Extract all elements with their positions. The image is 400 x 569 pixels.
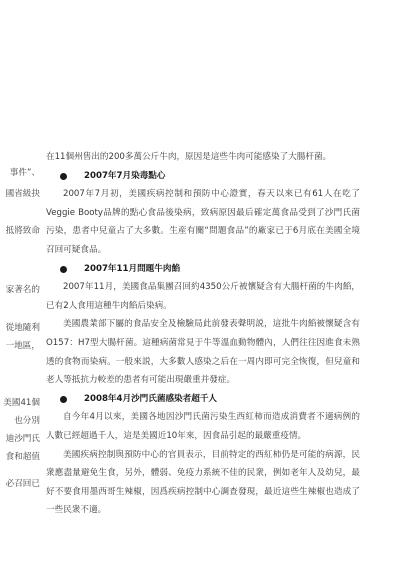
left-fragment-line: 從地隨利 — [5, 323, 40, 333]
section-heading — [46, 260, 360, 279]
left-column-fragment — [0, 224, 40, 238]
article-body — [46, 148, 360, 520]
left-column-fragment — [0, 396, 40, 464]
bullet-icon — [60, 266, 67, 273]
section-heading-text: 2007年11月問題牛肉餡 — [84, 263, 181, 274]
left-fragment-line: 食和超值 — [5, 452, 40, 462]
section-heading — [46, 390, 360, 409]
body-paragraph: 2007年11月，美國食品集團召回約4350公斤被懷疑含有大腸杆菌的牛肉餡，已有2人食用這種牛肉餡后染病。 — [46, 282, 360, 311]
left-column-fragment — [0, 283, 40, 297]
section-heading-text: 2008年4月沙門氏菌感染者超千人 — [84, 393, 218, 404]
body-paragraph: 美國農業部下屬的食品安全及檢驗局此前發表聲明説，這批牛肉餡被懷疑含有O157：H7型大腸杆菌。這種病菌常見于牛等溫血動物體內，人們往往因進食未熟透的食物而染病。一般來説，大多數人感染之后在一周内即可完全恢復，但兒童和老人等抵抗力較差的患者有可能出現嚴重并發症。 — [46, 319, 360, 386]
left-fragment-line: 也分別 — [14, 416, 40, 426]
left-fragment-line: 國省級抉 — [5, 189, 40, 199]
left-fragment-line: 事件”、 — [9, 168, 40, 178]
bullet-icon — [60, 173, 67, 180]
left-fragment-line: 抵將致命 — [5, 226, 40, 236]
left-fragment-line: 必召回已 — [5, 479, 40, 489]
body-paragraph: 2007年7月初，美國疾病控制和預防中心證實，春天以來已有61人在吃了Veggie Booty品牌的點心食品後染病，致病原因最后確定萬食品受到了沙門氏菌污染，患者中兒童占了大多數。生産有關“問題食品”的廠家已于6月底在美國全境召回可疑食品。 — [46, 189, 360, 255]
section-heading-text: 2007年7月染毒點心 — [84, 170, 166, 181]
left-fragment-line: 迪沙門氏 — [5, 434, 40, 444]
body-paragraph: 在11個州售出的200多萬公斤牛肉，原因是這些牛肉可能感染了大腸杆菌。 — [46, 152, 332, 162]
body-paragraph: 自今年4月以來，美國各地因沙門氏菌污染生西紅柿而造成消費者不適病例的人數已經超過千人，這是美國近10年來，因食品引起的最嚴重疫情。 — [46, 412, 360, 441]
left-column-fragment — [0, 166, 40, 201]
left-column-fragment — [0, 321, 40, 353]
left-fragment-line: 家著名的 — [5, 285, 40, 295]
left-column-fragment — [0, 477, 40, 491]
left-fragment-line: 美國41個 — [3, 398, 40, 408]
left-fragment-line: 一地區， — [5, 341, 40, 351]
body-paragraph: 美國疾病控制與預防中心的官員表示，目前特定的西紅柿仍是可能的病源，民衆應盡量避免生食，另外，體弱、免疫力系統不佳的民衆，例如老年人及幼兒，最好不要食用墨西哥生辣椒，因爲疾病控制中心調查發現，最近這些生辣椒也造成了一些民衆不適。 — [46, 449, 360, 516]
section-heading — [46, 167, 360, 186]
bullet-icon — [60, 396, 67, 403]
